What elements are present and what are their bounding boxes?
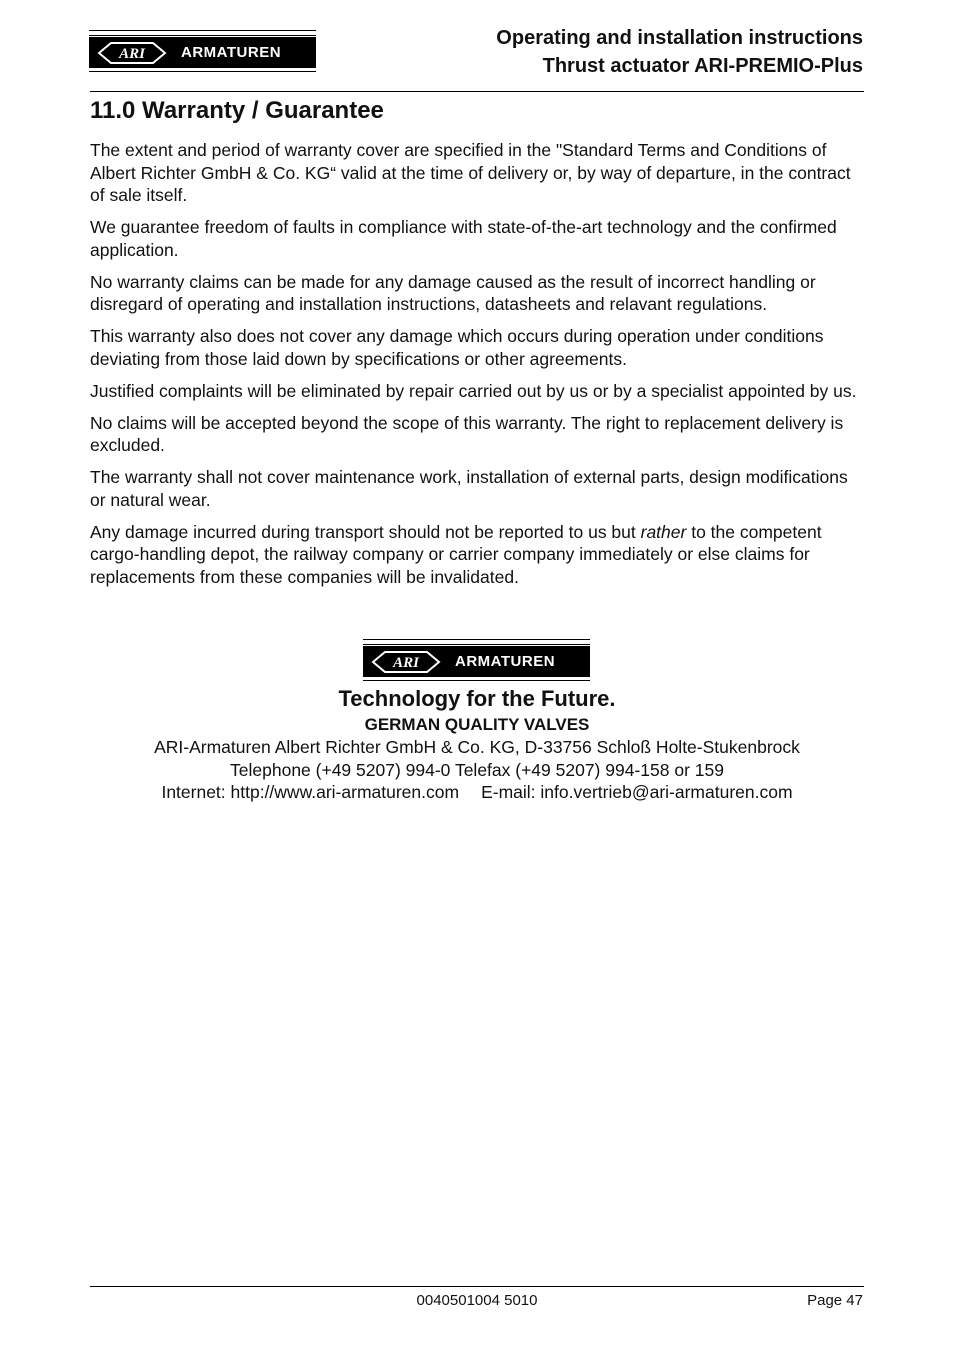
text-run: to the competent cargo-handling depot, the railway company or carrier company immediately or else claims for replacements from these companies will be invalidated. (90, 521, 822, 587)
paragraph: This warranty also does not cover any damage which occurs during operation under conditions deviating from those laid down by specifications or other agreements. (90, 326, 824, 369)
header-divider (90, 91, 864, 92)
slogan: Technology for the Future. (338, 686, 616, 711)
company-contact (0, 782, 954, 803)
quality-tagline: GERMAN QUALITY VALVES (364, 715, 590, 734)
footer-divider (90, 1286, 864, 1287)
svg-text:ARI: ARI (119, 45, 145, 62)
email-link[interactable]: E-mail: info.vertrieb@ari-armaturen.com (481, 782, 793, 802)
text-run-italic: rather (640, 521, 687, 542)
header-logo (89, 30, 316, 72)
logo-brand-text: ARMATUREN (455, 653, 556, 670)
paragraph: We guarantee freedom of faults in compliance with state-of-the-art technology and the confirmed application. (90, 217, 837, 260)
ari-diamond-icon (97, 41, 167, 65)
text-run: Any damage incurred during transport should not be reported to us but (90, 521, 641, 542)
warranty-body (90, 139, 864, 598)
document-number: 0040501004 5010 (416, 1292, 538, 1309)
svg-text:ARI: ARI (393, 654, 419, 671)
paragraph: The extent and period of warranty cover are specified in the "Standard Terms and Conditions of Albert Richter GmbH & Co. KG“ valid at the time of delivery or, by way of departure, in the contract of sale itself. (90, 140, 851, 205)
header-title-line2: Thrust actuator ARI-PREMIO-Plus (542, 55, 863, 77)
header-title-line1: Operating and installation instructions (496, 27, 863, 49)
paragraph: Justified complaints will be eliminated by repair carried out by us or by a specialist appointed by us. (90, 380, 857, 401)
ari-armaturen-logo (89, 34, 316, 68)
ari-armaturen-logo (363, 643, 590, 677)
logo-brand-text: ARMATUREN (181, 44, 282, 61)
footer-logo (363, 639, 590, 681)
paragraph-transport (90, 521, 864, 589)
section-heading: 11.0 Warranty / Guarantee (90, 97, 384, 124)
paragraph: No warranty claims can be made for any damage caused as the result of incorrect handling or disregard of operating and installation instructions, datasheets and relavant regulations. (90, 271, 816, 314)
website-link[interactable]: Internet: http://www.ari-armaturen.com (161, 782, 460, 802)
page-number: Page 47 (807, 1292, 863, 1309)
company-address: ARI-Armaturen Albert Richter GmbH & Co. KG, D-33756 Schloß Holte-Stukenbrock (154, 737, 800, 757)
paragraph: The warranty shall not cover maintenance work, installation of external parts, design modifications or natural wear. (90, 467, 848, 510)
ari-diamond-icon (371, 650, 441, 674)
company-phone: Telephone (+49 5207) 994-0 Telefax (+49 5207) 994-158 or 159 (230, 760, 724, 780)
paragraph: No claims will be accepted beyond the scope of this warranty. The right to replacement delivery is excluded. (90, 412, 844, 455)
